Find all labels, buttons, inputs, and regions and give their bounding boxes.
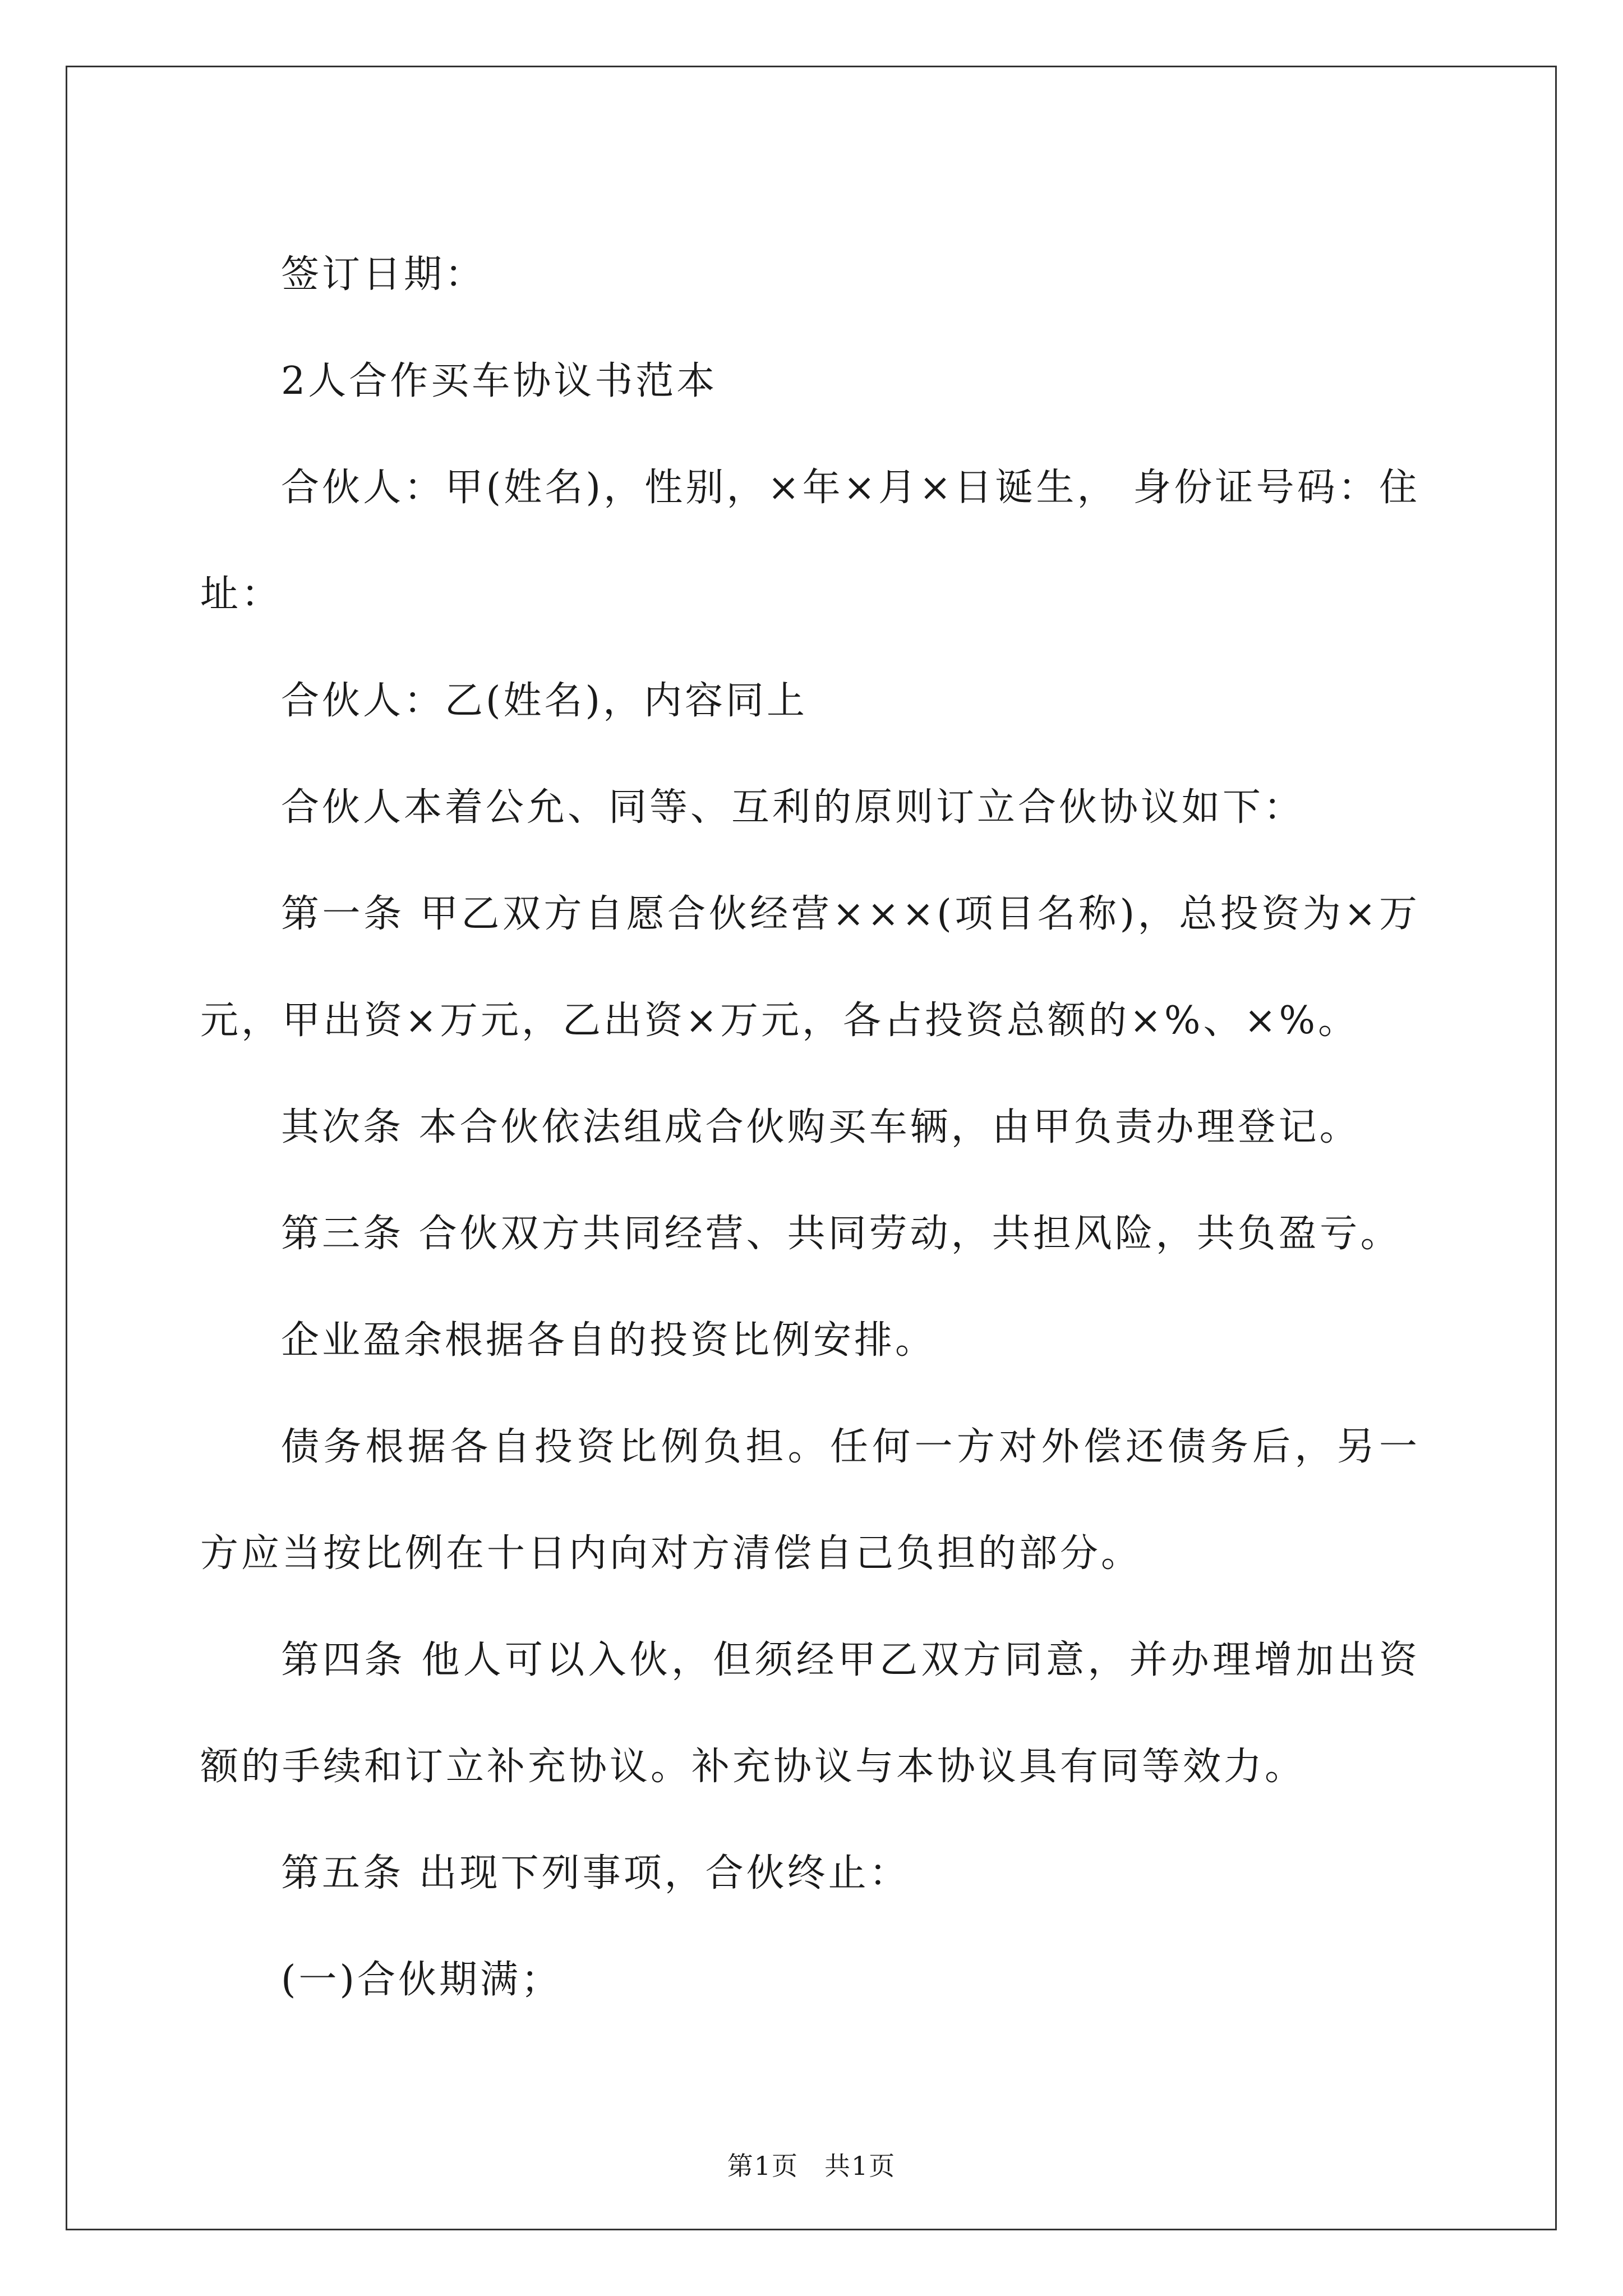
article-1: 第一条 甲乙双方自愿合伙经营×××(项目名称)，总投资为×万元，甲出资×万元，乙出资×万元，各占投资总额的×%、×%。 bbox=[200, 892, 1420, 1043]
signing-date: 签订日期： bbox=[281, 252, 486, 297]
article-3: 第三条 合伙双方共同经营、共同劳动，共担风险，共负盈亏。 bbox=[281, 1212, 1401, 1256]
page-footer bbox=[0, 2146, 1623, 2183]
article-5: 第五条 出现下列事项，合伙终止： bbox=[281, 1851, 910, 1895]
document-body bbox=[200, 222, 1420, 2033]
page-number-total: 共1页 bbox=[824, 2151, 896, 2181]
article-4: 第四条 他人可以入伙，但须经甲乙双方同意，并办理增加出资额的手续和订立补充协议。补充协议与本协议具有同等效力。 bbox=[200, 1638, 1420, 1789]
page-number-current: 第1页 bbox=[727, 2151, 799, 2181]
debt-sharing: 债务根据各自投资比例负担。任何一方对外偿还债务后，另一方应当按比例在十日内向对方清偿自己负担的部分。 bbox=[200, 1425, 1420, 1576]
partner-b-info: 合伙人：乙(姓名)，内容同上 bbox=[281, 679, 808, 723]
agreement-preamble: 合伙人本着公允、同等、互利的原则订立合伙协议如下： bbox=[281, 785, 1305, 830]
article-2: 其次条 本合伙依法组成合伙购买车辆，由甲负责办理登记。 bbox=[281, 1105, 1361, 1149]
article-5-item-1: (一)合伙期满； bbox=[281, 1958, 562, 2002]
document-title: 2人合作买车协议书范本 bbox=[281, 359, 718, 403]
profit-distribution: 企业盈余根据各自的投资比例安排。 bbox=[281, 1318, 937, 1363]
partner-a-info: 合伙人：甲(姓名)，性别，×年×月×日诞生， 身份证号码：住址： bbox=[200, 466, 1420, 616]
